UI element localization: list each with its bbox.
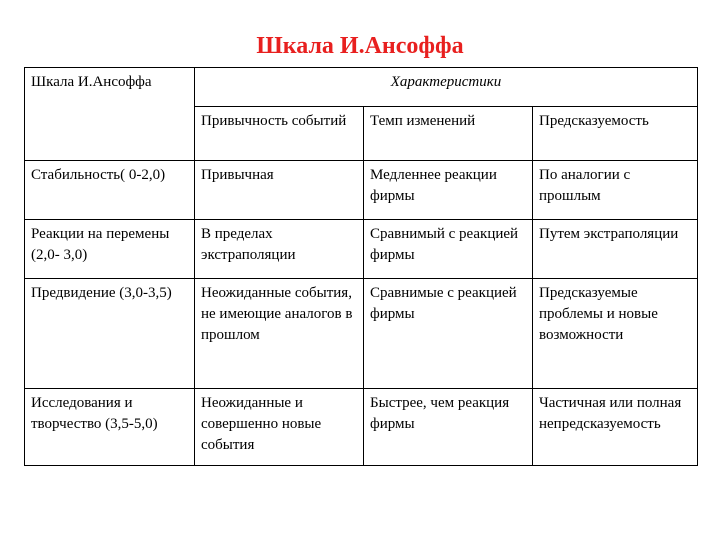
header-row-1	[25, 68, 698, 107]
table-cell: Предсказуемые проблемы и новые возможности	[533, 279, 698, 389]
group-header-cell: Характеристики	[195, 68, 698, 107]
table-row	[25, 220, 698, 279]
page-title: Шкала И.Ансоффа	[256, 33, 464, 59]
column-header: Темп изменений	[364, 107, 533, 161]
column-header: Привычность событий	[195, 107, 364, 161]
table-cell: Путем экстраполяции	[533, 220, 698, 279]
row-header-cell: Исследования и творчество (3,5-5,0)	[25, 389, 195, 466]
table-cell: В пределах экстраполяции	[195, 220, 364, 279]
corner-header-cell: Шкала И.Ансоффа	[25, 68, 195, 161]
table-row	[25, 161, 698, 220]
row-header-cell: Реакции на перемены (2,0- 3,0)	[25, 220, 195, 279]
row-header-cell: Стабильность( 0-2,0)	[25, 161, 195, 220]
table-cell: Сравнимый с реакцией фирмы	[364, 220, 533, 279]
table-cell: Быстрее, чем реакция фирмы	[364, 389, 533, 466]
table-cell: По аналогии с прошлым	[533, 161, 698, 220]
row-header-cell: Предвидение (3,0-3,5)	[25, 279, 195, 389]
table-row	[25, 279, 698, 389]
table-cell: Неожиданные события, не имеющие аналогов в прошлом	[195, 279, 364, 389]
table-row	[25, 389, 698, 466]
column-header: Предсказуемость	[533, 107, 698, 161]
table-cell: Частичная или полная непредсказуемость	[533, 389, 698, 466]
table-cell: Неожиданные и совершенно новые события	[195, 389, 364, 466]
ansoff-scale-table	[24, 67, 698, 466]
table-cell: Медленнее реакции фирмы	[364, 161, 533, 220]
table-cell: Сравнимые с реакцией фирмы	[364, 279, 533, 389]
table-cell: Привычная	[195, 161, 364, 220]
